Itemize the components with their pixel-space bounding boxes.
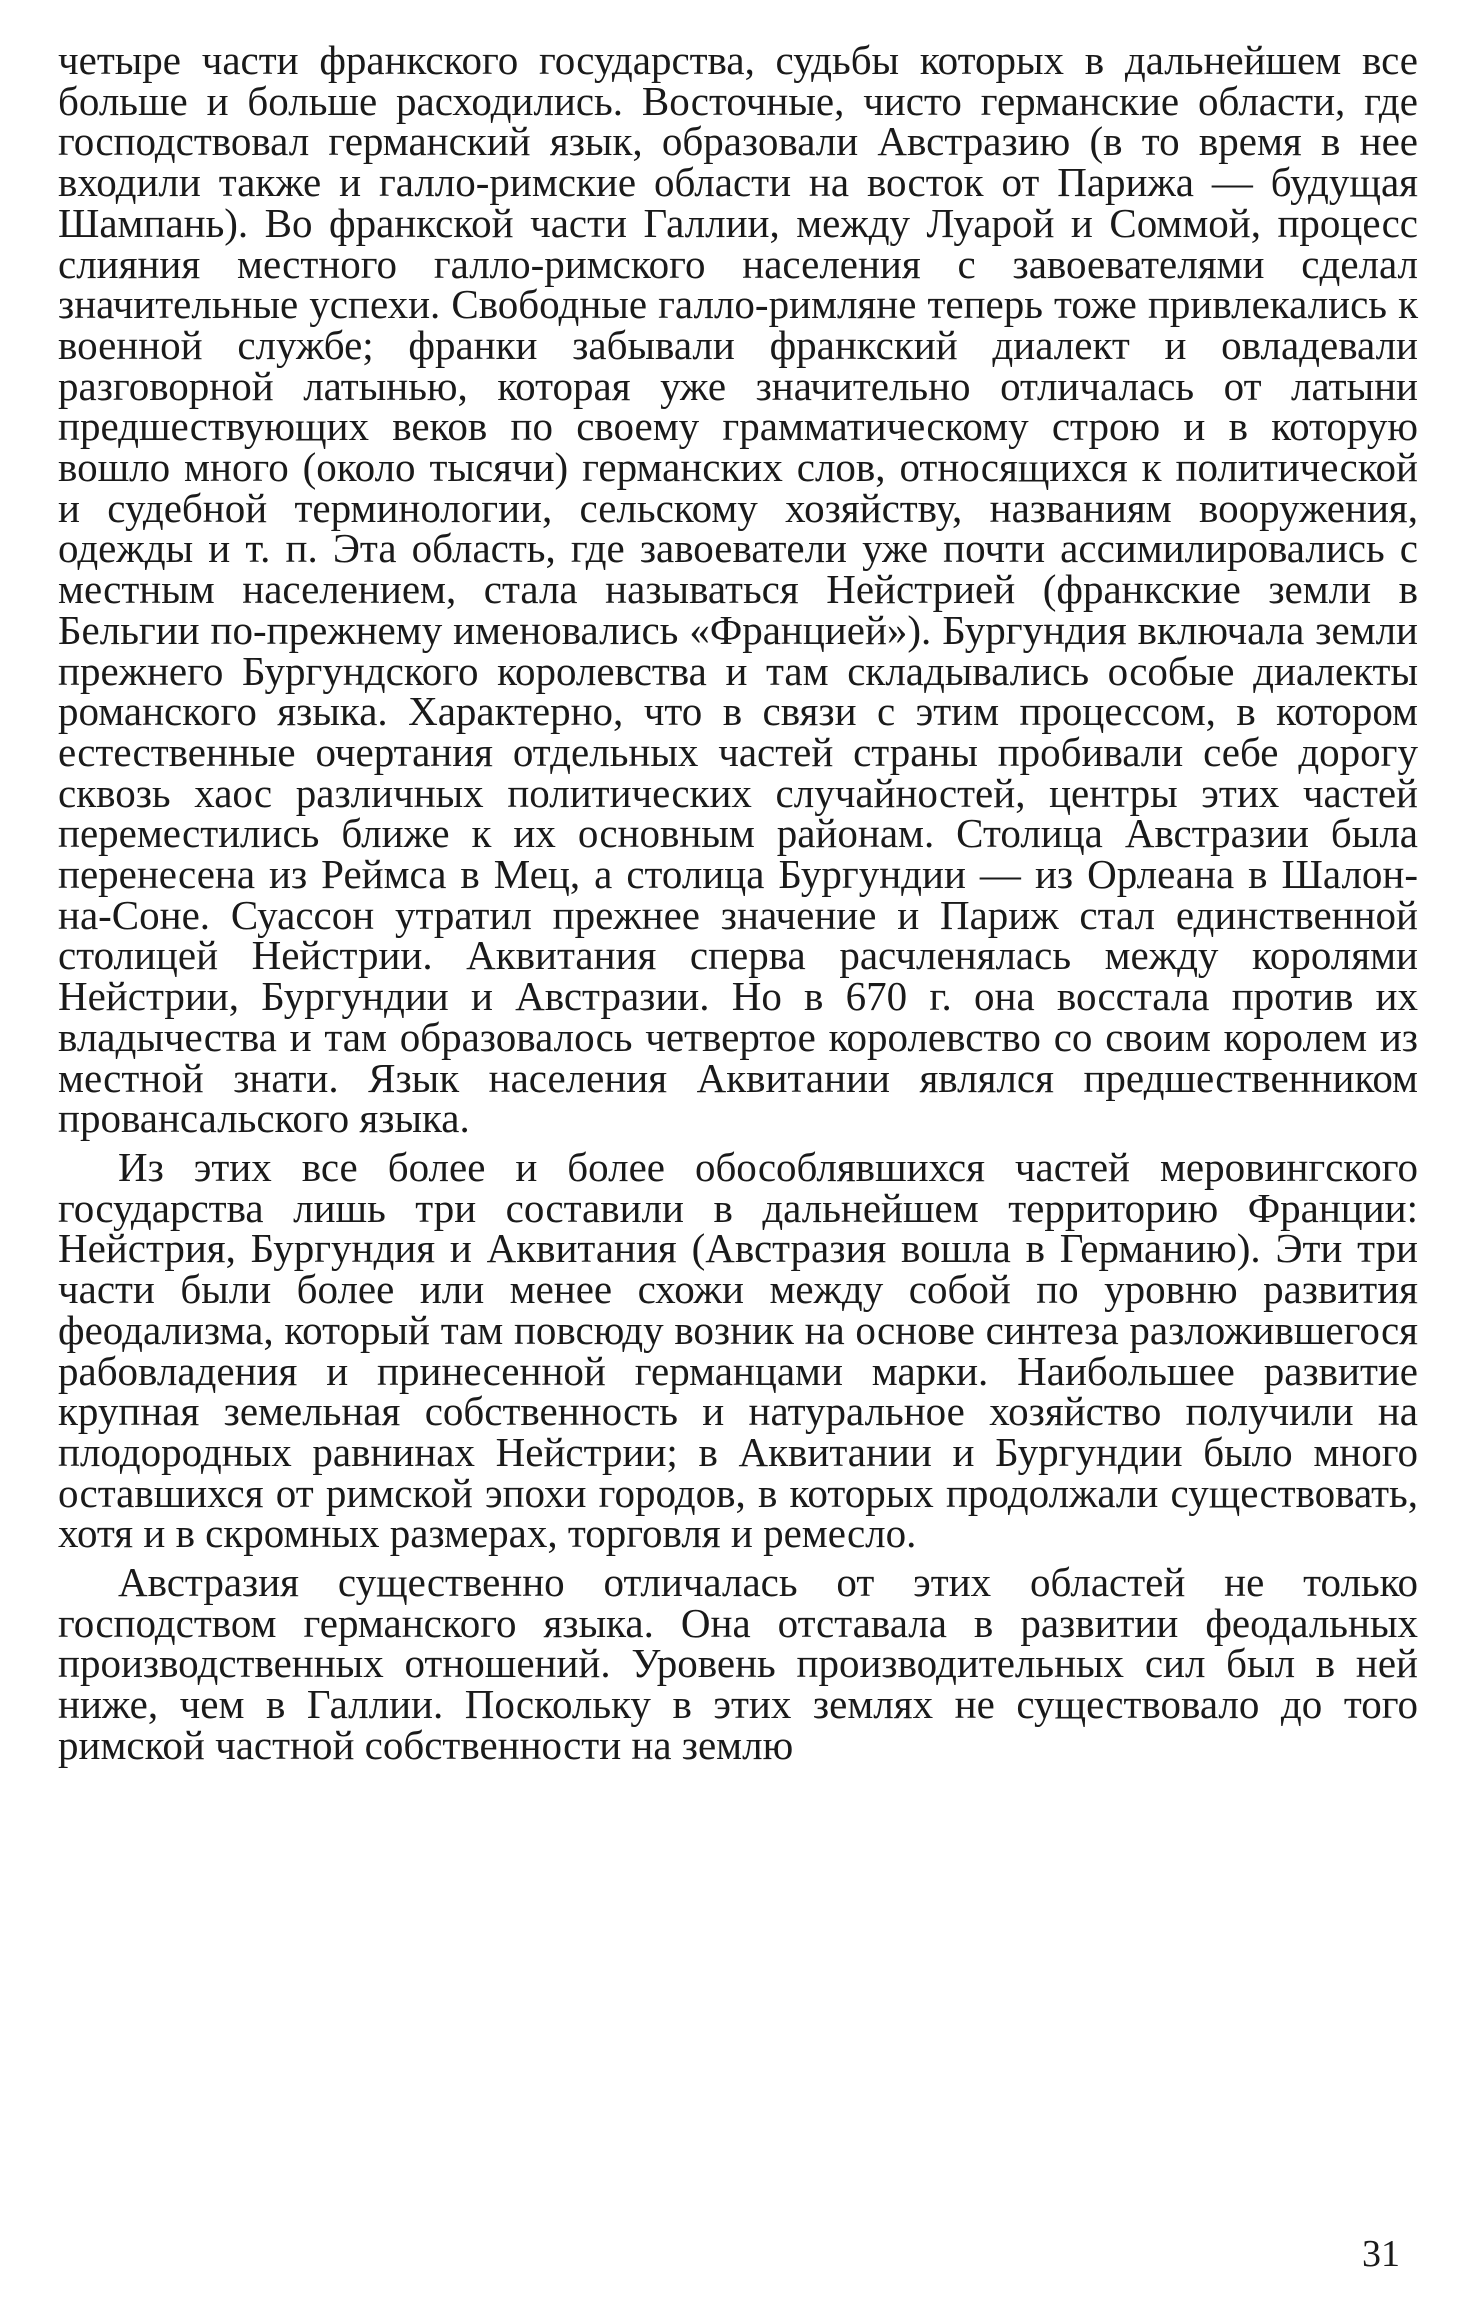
paragraph-1: четыре части франкского государства, судьбы которых в дальнейшем все больше и больше расходились. Восточные, чисто германские области, где господствовал германский язык, образовали Австразию (в то время в нее входили также и галло-римские области на восток от Парижа — будущая Шампань). Во франкской части Галлии, между Луарой и Соммой, процесс слияния местного галло-римского населения с завоевателями сделал значительные успехи. Свободные галло-римляне теперь тоже привлекались к военной службе; франки забывали франкский диалект и овладевали разговорной латынью, которая уже значительно отличалась от латыни предшествующих веков по своему грамматическому строю и в которую вошло много (около тысячи) германских слов, относящихся к политической и судебной терминологии, сельскому хозяйству, названиям вооружения, одежды и т. п. Эта область, где завоеватели уже почти ассимилировались с местным населением, стала называться Нейстрией (франкские земли в Бельгии по-прежнему именовались «Францией»). Бургундия включала земли прежнего Бургундского королевства и там складывались особые диалекты романского языка. Характерно, что в связи с этим процессом, в котором естественные очертания отдельных частей страны пробивали себе дорогу сквозь хаос различных политических случайностей, центры этих частей переместились ближе к их основным районам. Столица Австразии была перенесена из Реймса в Мец, а столица Бургундии — из Орлеана в Шалон-на-Соне. Суассон утратил прежнее значение и Париж стал единственной столицей Нейстрии. Аквитания сперва расчленялась между королями Нейстрии, Бургундии и Австразии. Но в 670 г. она восстала против их владычества и там образовалось четвертое королевство со своим королем из местной знати. Язык населения Аквитании являлся предшественником провансальского языка.	[58, 37, 1418, 1142]
page-text	[58, 37, 1418, 1768]
page-number: 31	[1362, 2233, 1400, 2275]
paragraph-2: Из этих все более и более обособлявшихся частей меровингского государства лишь три составили в дальнейшем территорию Франции: Нейстрия, Бургундия и Аквитания (Австразия вошла в Германию). Эти три части были более или менее схожи между собой по уровню развития феодализма, который там повсюду возник на основе синтеза разложившегося рабовладения и принесенной германцами марки. Наибольшее развитие крупная земельная собственность и натуральное хозяйство получили на плодородных равнинах Нейстрии; в Аквитании и Бургундии было много оставшихся от римской эпохи городов, в которых продолжали существовать, хотя и в скромных размерах, торговля и ремесло.	[58, 1143, 1418, 1557]
paragraph-3: Австразия существенно отличалась от этих областей не только господством германского языка. Она отставала в развитии феодальных производственных отношений. Уровень производительных сил был в ней ниже, чем в Галлии. Поскольку в этих землях не существовало до того римской частной собственности на землю	[58, 1559, 1418, 1768]
